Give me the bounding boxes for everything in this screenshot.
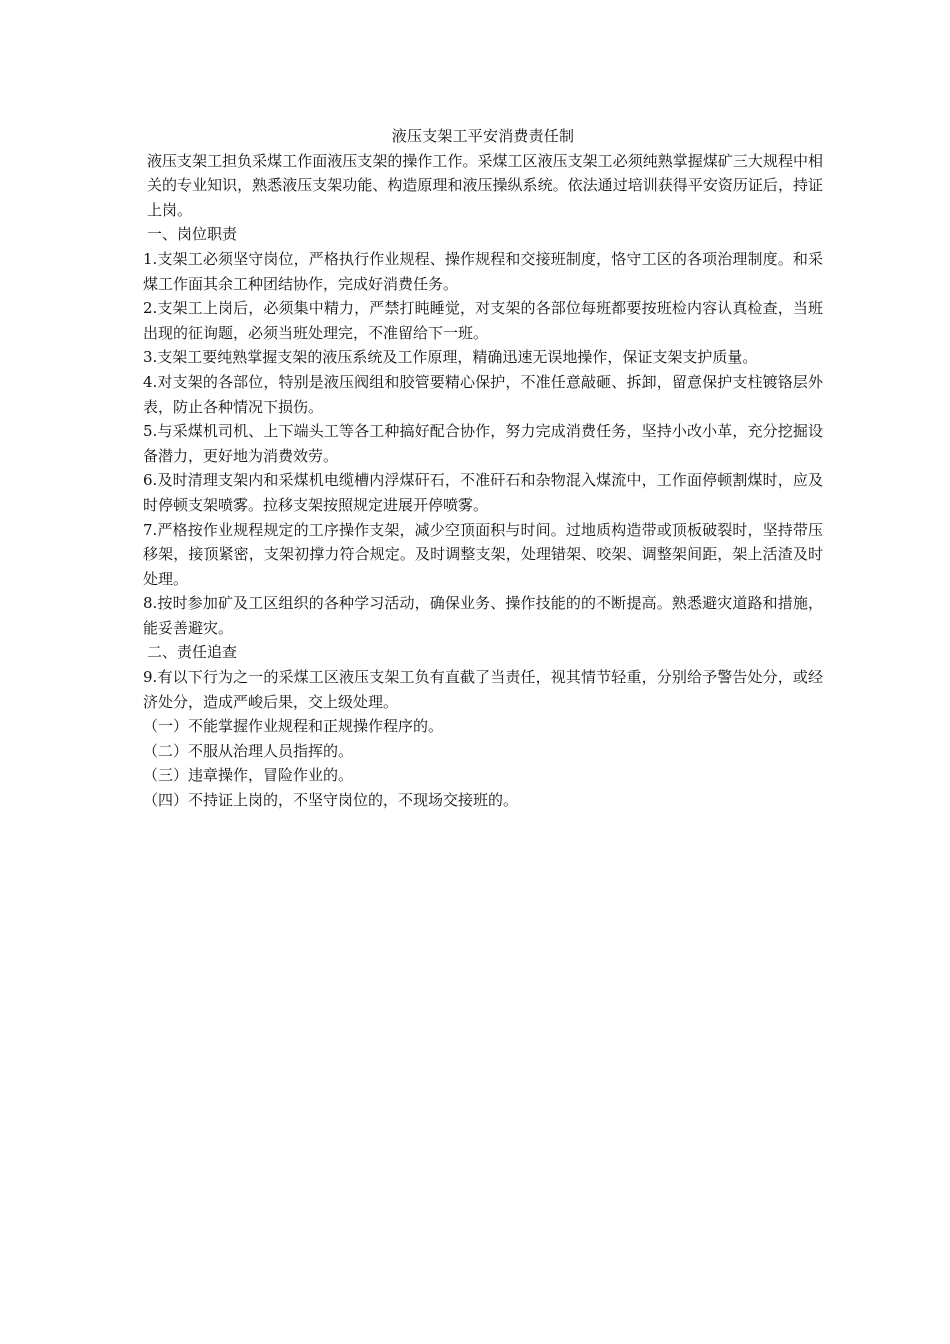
accountability-subitem-1: （一）不能掌握作业规程和正规操作程序的。 [143, 717, 444, 736]
duty-item-3: 3.支架工要纯熟掌握支架的液压系统及工作原理，精确迅速无误地操作，保证支架支护质量。 [143, 348, 758, 367]
section-heading-duties: 一、岗位职责 [147, 225, 238, 244]
duty-item-4: 4.对支架的各部位，特别是液压阀组和胶管要精心保护，不准任意敲砸、拆卸，留意保护支柱镀铬层外表，防止各种情况下损伤。 [143, 372, 823, 416]
accountability-item-9: 9.有以下行为之一的采煤工区液压支架工负有直截了当责任，视其情节轻重，分别给予警告处分，或经济处分，造成严峻后果，交上级处理。 [143, 668, 823, 711]
duty-item-7: 7.严格按作业规程规定的工序操作支架，减少空顶面积与时间。过地质构造带或顶板破裂时，坚持带压移架，接顶紧密，支架初撑力符合规定。及时调整支架，处理错架、咬架、调整架间距，架上活渣及时处理。 [143, 520, 823, 588]
intro-paragraph: 液压支架工担负采煤工作面液压支架的操作工作。采煤工区液压支架工必须纯熟掌握煤矿三大规程中相关的专业知识，熟悉液压支架功能、构造原理和液压操纵系统。依法通过培训获得平安资历证后，持证上岗。 [147, 151, 823, 219]
duty-item-8: 8.按时参加矿及工区组织的各种学习活动，确保业务、操作技能的的不断提高。熟悉避灾道路和措施，能妥善避灾。 [143, 594, 823, 637]
duty-item-5: 5.与采煤机司机、上下端头工等各工种搞好配合协作，努力完成消费任务，坚持小改小革，充分挖掘设备潜力，更好地为消费效劳。 [143, 422, 823, 465]
accountability-subitem-2: （二）不服从治理人员指挥的。 [143, 741, 354, 760]
duty-item-2: 2.支架工上岗后，必须集中精力，严禁打盹睡觉，对支架的各部位每班都要按班检内容认真检查，当班出现的征询题，必须当班处理完，不准留给下一班。 [143, 299, 823, 342]
section-heading-accountability: 二、责任追查 [147, 643, 238, 662]
duty-item-1: 1.支架工必须坚守岗位，严格执行作业规程、操作规程和交接班制度，恪守工区的各项治理制度。和采煤工作面其余工种团结协作，完成好消费任务。 [143, 249, 823, 293]
document-body [143, 124, 823, 813]
accountability-subitem-3: （三）违章操作，冒险作业的。 [143, 766, 354, 785]
document-title: 液压支架工平安消费责任制 [391, 127, 575, 145]
duty-item-6: 6.及时清理支架内和采煤机电缆槽内浮煤矸石，不准矸石和杂物混入煤流中，工作面停顿割煤时，应及时停顿支架喷雾。拉移支架按照规定进展开停喷雾。 [143, 471, 823, 514]
accountability-subitem-4: （四）不持证上岗的，不坚守岗位的，不现场交接班的。 [143, 791, 519, 810]
